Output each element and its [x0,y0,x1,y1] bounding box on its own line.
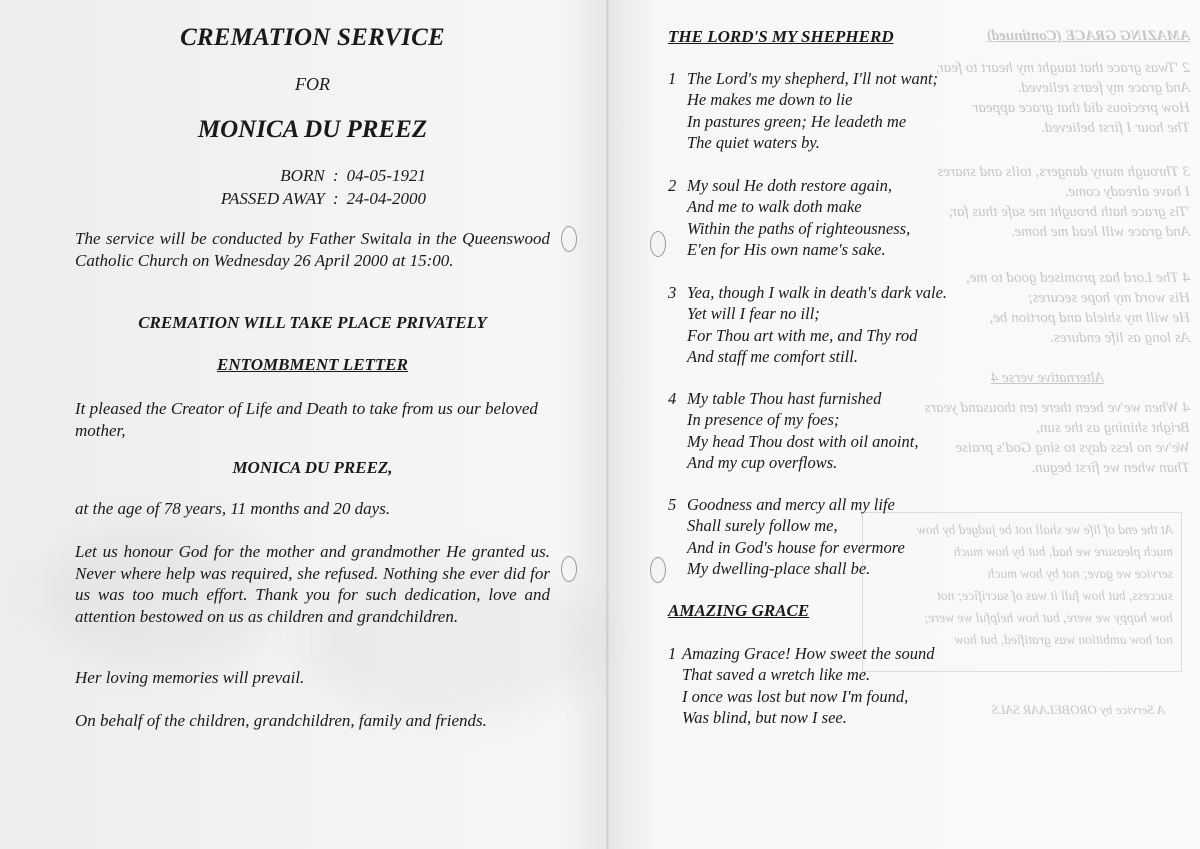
memories-text: Her loving memories will prevail. [75,668,305,687]
verse-line: Shall surely follow me, [687,516,838,536]
hymn-verse [668,175,910,260]
cremation-notice: CREMATION WILL TAKE PLACE PRIVATELY [138,313,487,332]
show-through-line: 2 'Twas grace that taught my heart to fear, [935,60,1190,76]
born-date: 04-05-1921 [346,166,426,185]
for-label: FOR [295,74,330,94]
hymn-verse [668,643,935,728]
verse-number: 1 [668,644,677,663]
verse-text: Amazing Grace! How sweet the sound [682,644,935,663]
show-through-line: He will my shield and portion be, [989,310,1190,326]
verse-line: My head Thou dost with oil anoint, [687,431,919,451]
show-through-block-a [905,58,1190,138]
show-through-footer [905,700,1165,720]
verse-line: The quiet waters by. [687,132,820,152]
verse-line: Within the paths of righteousness, [687,218,911,238]
show-through-line: At the end of life we shall not be judged by how [916,522,1173,537]
date-separator: : [332,189,339,208]
verse-line: My dwelling-place shall be. [687,558,871,578]
show-through-line: not how ambition was gratified, but how [954,632,1173,647]
show-through-line: How precious did that grace appear [972,100,1190,116]
punch-hole [650,557,666,583]
verse-line [668,282,947,303]
verse-text: Yea, though I walk in death's dark vale. [687,283,948,302]
hymn-verse [668,282,947,367]
verse-number: 5 [668,495,677,514]
show-through-line: 'Tis grace hath brought me safe thus far, [949,204,1190,220]
show-through-line: A Service by OROBELAAR SALS [991,702,1165,717]
show-through-text [900,26,1190,46]
hymn-verse [668,388,918,473]
verse-number: 1 [668,69,677,88]
verse-text: My table Thou hast furnished [687,389,882,408]
show-through-line: As long as life endures. [1050,330,1190,346]
passed-label: PASSED AWAY [220,189,325,208]
hymn-verse [668,494,905,579]
verse-line: And in God's house for evermore [687,537,905,557]
show-through-line: Alternative verse 4 [990,370,1105,386]
show-through-alt-label [905,368,1190,388]
honour-text: Let us honour God for the mother and grandmother He granted us. Never where help was required, she refused. Nothing she ever did for us was too much effort. Thank you for such dedication, love and attention bestowed on us as children and grandchildren. [75,542,550,626]
show-through-line: His word my hope secures; [1027,290,1190,306]
verse-line [668,388,918,409]
verse-text: Goodness and mercy all my life [687,495,895,514]
show-through-line: Than when we first begun. [1031,460,1190,476]
verse-line: And staff me comfort still. [687,346,858,366]
verse-line: I once was lost but now I'm found, [682,686,909,706]
date-separator: : [332,166,339,185]
show-through-line: I have already come. [1064,184,1190,200]
show-through-line: And grace my fears relieved. [1017,80,1190,96]
passed-date: 24-04-2000 [346,189,426,208]
show-through-block-b [905,162,1190,242]
show-through-line: 4 When we've been there ten thousand years [924,400,1190,416]
show-through-line: Bright shining as the sun, [1036,420,1190,436]
verse-line: And me to walk doth make [687,197,862,217]
letter-name: MONICA DU PREEZ, [232,458,393,477]
service-title: CREMATION SERVICE [180,24,445,51]
show-through-line: how happy we were, but how helpful we were; [923,610,1173,625]
verse-line: E'en for His own name's sake. [687,239,886,259]
show-through-line: 3 Through many dangers, toils and snares [937,164,1190,180]
hymn-title-lords-shepherd: THE LORD'S MY SHEPHERD [668,27,894,46]
letter-intro: It pleased the Creator of Life and Death to take from us our beloved mother, [75,399,538,440]
verse-number: 4 [668,389,677,408]
punch-hole [561,556,577,582]
verse-line [668,68,938,89]
verse-line: He makes me down to lie [687,90,853,110]
show-through-line: service we gave; not by how much [987,566,1173,581]
verse-line [668,643,935,664]
show-through-line: success, but how full it was of sacrifice; not [937,588,1173,603]
show-through-line: much pleasure we had, but by how much [953,544,1173,559]
verse-line [668,175,910,196]
entombment-heading: ENTOMBMENT LETTER [217,355,408,374]
verse-number: 3 [668,283,677,302]
verse-text: The Lord's my shepherd, I'll not want; [687,69,939,88]
born-label: BORN [280,166,325,185]
show-through-line: The hour I first believed. [1041,120,1190,136]
show-through-line: And grace will lead me home. [1010,224,1190,240]
show-through-line: We've no less days to sing God's praise [955,440,1190,456]
hymn-verse [668,68,938,153]
verse-line: In pastures green; He leadeth me [687,111,907,131]
age-text: at the age of 78 years, 11 months and 20 days. [75,499,391,518]
verse-line: In presence of my foes; [687,410,840,430]
show-through-block-c [905,268,1190,348]
verse-line: Was blind, but now I see. [682,707,847,727]
show-through-block-d [905,398,1190,478]
verse-number: 2 [668,176,677,195]
deceased-name: MONICA DU PREEZ [197,116,428,143]
verse-line: And my cup overflows. [687,452,838,472]
life-dates [150,165,426,210]
center-fold [606,0,609,849]
verse-text: My soul He doth restore again, [687,176,893,195]
behalf-text: On behalf of the children, grandchildren, family and friends. [75,711,487,730]
verse-line: That saved a wretch like me. [682,665,871,685]
hymn-title-amazing-grace: AMAZING GRACE [668,601,810,620]
punch-hole [650,231,666,257]
verse-line: For Thou art with me, and Thy rod [687,325,918,345]
show-through-line: 4 The Lord has promised good to me, [966,270,1190,286]
punch-hole [561,226,577,252]
service-details: The service will be conducted by Father Switala in the Queenswood Catholic Church on Wednesday 26 April 2000 at 15:00. [75,229,550,270]
verse-line [668,494,905,515]
verse-line: Yet will I fear no ill; [687,304,820,324]
show-through-heading: AMAZING GRACE (Continued) [986,28,1190,44]
